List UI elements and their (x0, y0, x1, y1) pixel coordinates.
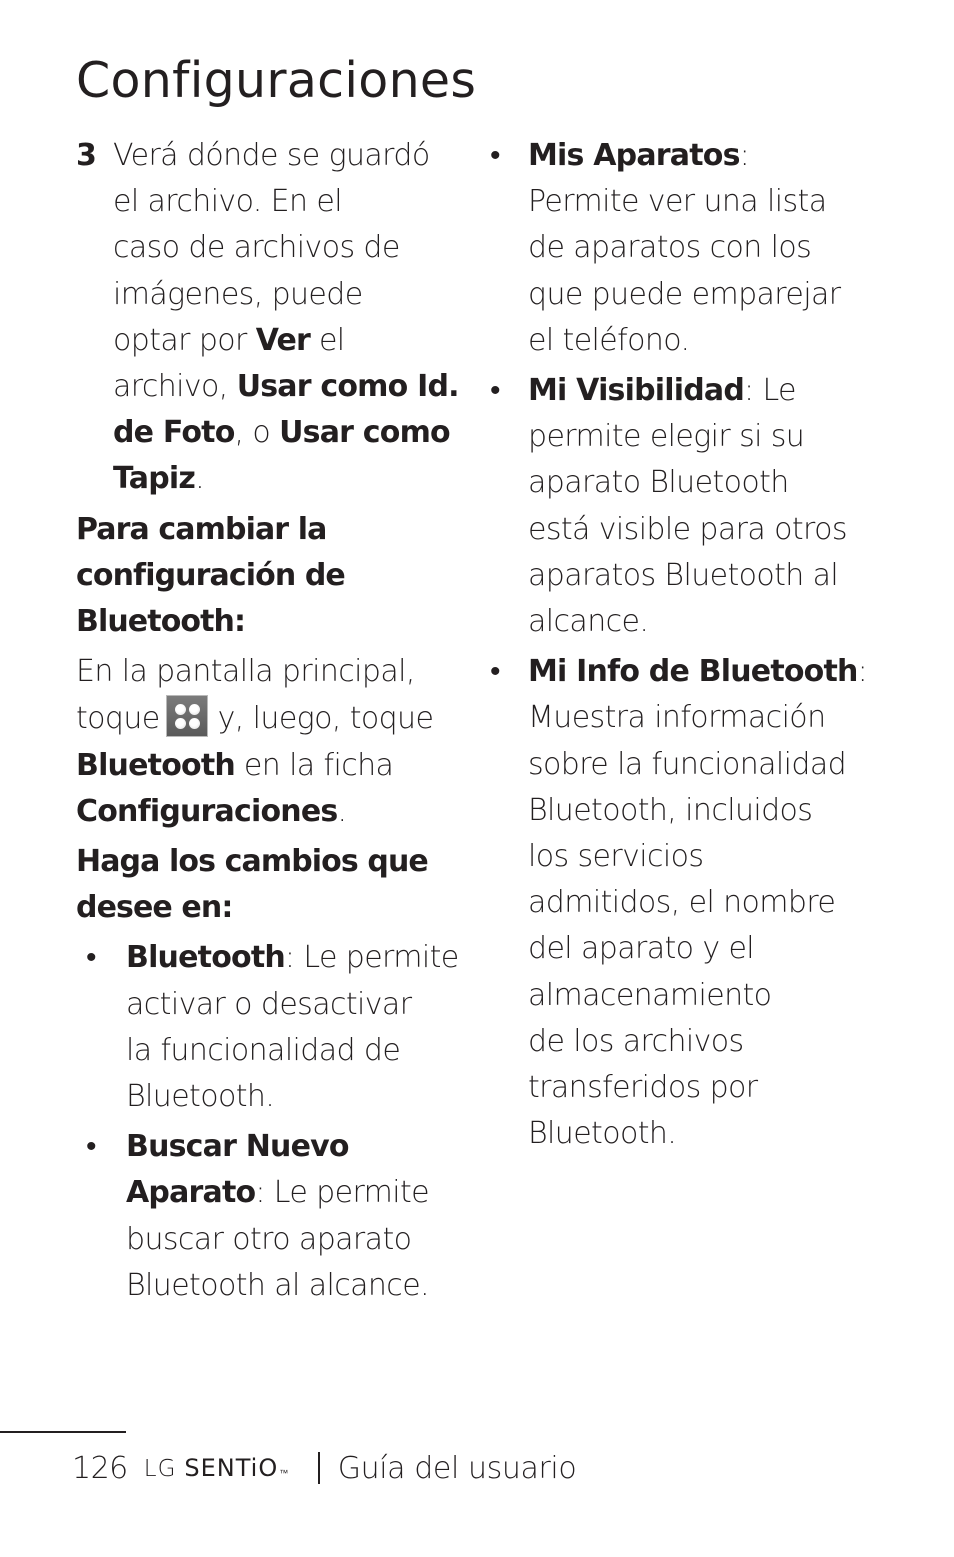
text-segment: está visible para otros (528, 511, 847, 547)
list-item (490, 133, 890, 364)
text-segment: alcance. (528, 604, 649, 640)
brand-logo (144, 1454, 288, 1482)
text-segment: Bluetooth al alcance. (126, 1267, 429, 1303)
left-column (76, 133, 466, 1313)
text-segment: aparato Bluetooth (528, 465, 789, 501)
text-line (528, 133, 890, 179)
right-column (490, 133, 890, 1161)
text-line (528, 834, 890, 880)
text-line (113, 133, 466, 179)
text-segment: Bluetooth. (528, 1116, 677, 1152)
text-segment: Permite ver una lista (528, 184, 827, 220)
text-line (528, 1019, 890, 1065)
text-segment: permite elegir si su (528, 419, 805, 455)
trademark-symbol: ™ (279, 1469, 289, 1479)
text-line (528, 742, 890, 788)
configuraciones-term: Configuraciones (76, 793, 338, 829)
text-segment: imágenes, puede (113, 276, 363, 312)
text-segment: de aparatos con los (528, 230, 812, 266)
bluetooth-term: Bluetooth (76, 747, 235, 783)
text-segment: Muestra información (528, 700, 826, 736)
text-line (528, 1065, 890, 1111)
text-segment: los servicios (528, 839, 704, 875)
text-segment: : Le permite (284, 940, 459, 976)
instructions-paragraph (76, 649, 466, 835)
text-line (528, 318, 890, 364)
guide-label: Guía del usuario (337, 1450, 577, 1486)
page-title: Configuraciones (76, 52, 477, 109)
bullet-icon: • (490, 373, 501, 409)
text-segment: el (310, 322, 345, 358)
list-item-text (528, 368, 890, 645)
text-line (113, 456, 466, 502)
text-segment: optar por (113, 322, 256, 358)
list-item (490, 368, 890, 645)
step-text (113, 133, 466, 503)
bold-term: Buscar Nuevo (126, 1129, 349, 1165)
bullet-icon: • (490, 138, 501, 173)
instruction-text: en la ficha (234, 747, 394, 783)
page-footer (72, 1446, 576, 1490)
bold-term: Aparato (126, 1175, 256, 1211)
text-line (126, 982, 466, 1028)
text-segment: almacenamiento (528, 977, 772, 1013)
text-segment: buscar otro aparato (126, 1221, 412, 1257)
instruction-line (76, 789, 466, 835)
text-line (528, 553, 890, 599)
text-line (528, 507, 890, 553)
heading-line: desee en: (76, 890, 233, 926)
text-line (113, 225, 466, 271)
text-line (113, 318, 466, 364)
text-segment: , o (234, 415, 280, 451)
list-item (76, 1124, 466, 1309)
bold-term: Bluetooth (126, 940, 285, 976)
bold-term: Mi Info de Bluetooth (528, 654, 858, 690)
text-line (126, 1074, 466, 1120)
brand-lg: LG (143, 1456, 177, 1482)
text-line (528, 788, 890, 834)
text-segment: Bluetooth, incluidos (528, 792, 813, 828)
text-segment: Bluetooth. (126, 1079, 275, 1115)
instruction-line (76, 743, 466, 789)
text-line (126, 935, 466, 981)
text-segment: activar o desactivar (126, 986, 412, 1022)
text-segment: admitidos, el nombre (528, 885, 836, 921)
heading-line: Haga los cambios que (76, 844, 428, 880)
text-line (528, 460, 890, 506)
right-bullet-list (490, 133, 890, 1157)
text-line (126, 1263, 466, 1309)
footer-separator (318, 1452, 320, 1484)
text-line (528, 179, 890, 225)
bold-term: Mis Aparatos (528, 138, 740, 173)
text-line (528, 225, 890, 271)
instruction-line (76, 695, 466, 742)
text-line (528, 973, 890, 1019)
text-segment: Verá dónde se guardó (113, 138, 430, 173)
section-heading-changes (76, 839, 466, 931)
instruction-text: y, luego, toque (217, 701, 434, 737)
bullet-icon: • (490, 654, 501, 690)
text-line (126, 1217, 466, 1263)
text-segment: del aparato y el (528, 931, 755, 967)
text-segment: aparatos Bluetooth al (528, 557, 839, 593)
text-segment: : Le permite (255, 1175, 430, 1211)
text-segment: caso de archivos de (113, 230, 400, 266)
instruction-text: . (337, 793, 347, 829)
text-segment: : (857, 654, 868, 690)
list-item-text (528, 649, 890, 1157)
bold-term: Ver (255, 322, 311, 358)
heading-line: Bluetooth: (76, 604, 246, 640)
text-segment: archivo, (113, 369, 237, 405)
list-item (490, 649, 890, 1157)
text-segment: : Le (744, 373, 796, 409)
text-line (126, 1028, 466, 1074)
list-item-text (126, 935, 466, 1120)
list-item (76, 935, 466, 1120)
text-line (528, 414, 890, 460)
text-line (113, 272, 466, 318)
step-3 (76, 133, 466, 503)
bullet-icon: • (86, 940, 97, 976)
text-segment: el archivo. En el (113, 184, 342, 220)
text-line (528, 368, 890, 414)
text-line (113, 179, 466, 225)
bold-term: Mi Visibilidad (528, 373, 745, 409)
bold-term: Usar como Id. (236, 369, 459, 405)
text-segment: sobre la funcionalidad (528, 746, 847, 782)
text-line (126, 1170, 466, 1216)
section-heading-bluetooth-settings (76, 507, 466, 646)
heading-line: configuración de (76, 557, 345, 593)
apps-grid-icon (166, 695, 208, 737)
text-line (113, 364, 466, 410)
text-segment: que puede emparejar (528, 276, 841, 312)
page-number: 126 (72, 1450, 128, 1486)
footer-rule (0, 1431, 126, 1433)
text-segment: : (739, 138, 750, 173)
bullet-icon: • (86, 1129, 97, 1165)
heading-line: Para cambiar la (76, 511, 327, 547)
text-line (528, 926, 890, 972)
bold-term: Usar como (279, 415, 450, 451)
text-segment: de los archivos (528, 1023, 744, 1059)
list-item-text (126, 1124, 466, 1309)
step-number: 3 (76, 138, 97, 173)
list-item-text (528, 133, 890, 364)
text-line (528, 1111, 890, 1157)
text-line (126, 1124, 466, 1170)
text-segment: . (195, 461, 204, 497)
bold-term: de Foto (113, 415, 235, 451)
text-segment: transferidos por (528, 1070, 758, 1106)
text-line (528, 649, 890, 695)
text-line (528, 272, 890, 318)
text-line (528, 695, 890, 741)
text-line (528, 880, 890, 926)
text-segment: la funcionalidad de (126, 1032, 401, 1068)
text-line (528, 599, 890, 645)
instruction-line: En la pantalla principal, (76, 654, 415, 690)
text-segment: el teléfono. (528, 322, 690, 358)
brand-name: SENTiO (184, 1454, 279, 1482)
instruction-text: toque (76, 701, 160, 737)
text-line (113, 410, 466, 456)
bold-term: Tapiz (113, 461, 196, 497)
left-bullet-list (76, 935, 466, 1309)
